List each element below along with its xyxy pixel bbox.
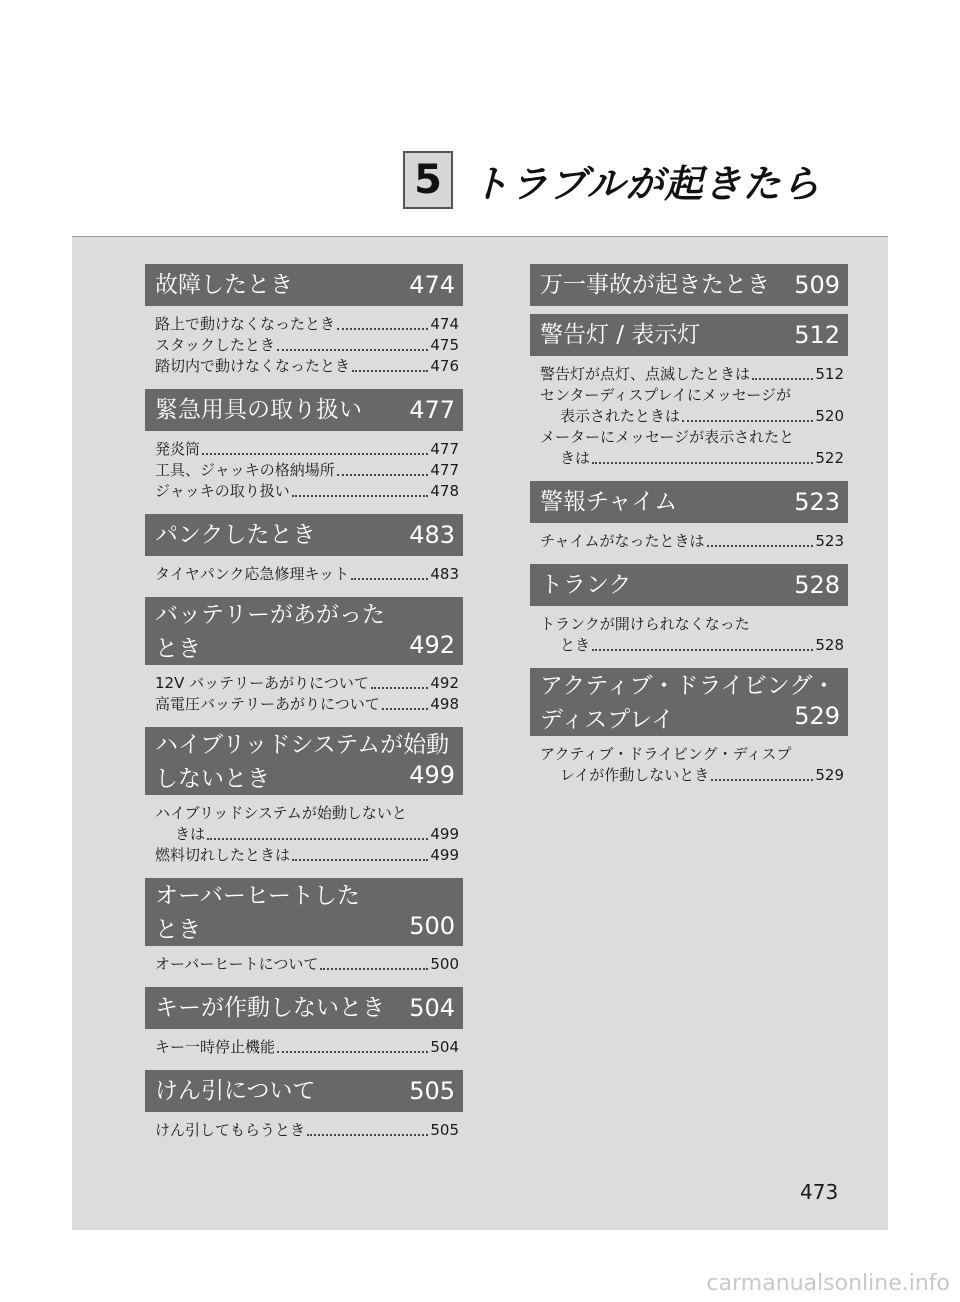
section-heading[interactable] bbox=[530, 264, 848, 306]
section-heading[interactable] bbox=[145, 987, 463, 1029]
section-title: 万一事故が起きたとき bbox=[540, 272, 770, 298]
chapter-header bbox=[403, 150, 820, 210]
entry-text-line1: アクティブ・ドライビング・ディスプ bbox=[540, 745, 792, 763]
entry-page: 522 bbox=[815, 449, 844, 467]
section-page: 500 bbox=[409, 912, 455, 940]
leader-dots bbox=[277, 349, 428, 351]
section-heading[interactable] bbox=[145, 878, 463, 946]
entry-text-line1: トランクが開けられなくなった bbox=[540, 615, 750, 633]
toc-right-column bbox=[530, 264, 848, 798]
section-title-line2: しないとき bbox=[155, 766, 270, 792]
toc-left-column bbox=[145, 264, 463, 1153]
entry-page: 475 bbox=[430, 336, 459, 354]
leader-dots bbox=[337, 474, 429, 476]
entry-page: 478 bbox=[430, 482, 459, 500]
leader-dots bbox=[337, 328, 428, 330]
entry-page: 474 bbox=[430, 315, 459, 333]
section-title-line1: アクティブ・ドライビング・ bbox=[540, 673, 836, 699]
toc-entry[interactable] bbox=[155, 954, 459, 975]
entry-page: 499 bbox=[430, 825, 459, 843]
section-title-line2: とき bbox=[155, 917, 201, 943]
entry-page: 498 bbox=[430, 695, 459, 713]
leader-dots bbox=[307, 1134, 428, 1136]
leader-dots bbox=[592, 649, 813, 651]
toc-entry[interactable] bbox=[155, 356, 459, 377]
toc-entry[interactable] bbox=[155, 314, 459, 335]
leader-dots bbox=[711, 779, 813, 781]
section-heading[interactable] bbox=[145, 1070, 463, 1112]
entry-text-line1: ハイブリッドシステムが始動しないと bbox=[155, 804, 407, 822]
toc-entry[interactable] bbox=[155, 335, 459, 356]
toc-entry[interactable] bbox=[155, 673, 459, 694]
entry-text: レイが作動しないとき bbox=[560, 766, 710, 784]
toc-entry[interactable] bbox=[155, 439, 459, 460]
entry-list bbox=[145, 795, 463, 878]
entry-page: 504 bbox=[430, 1038, 459, 1056]
leader-dots bbox=[752, 378, 813, 380]
entry-list bbox=[530, 523, 848, 564]
entry-list bbox=[530, 306, 848, 314]
section-heading[interactable] bbox=[145, 727, 463, 795]
leader-dots bbox=[371, 687, 429, 689]
leader-dots bbox=[351, 578, 428, 580]
entry-list bbox=[530, 356, 848, 481]
section-title-line2: とき bbox=[155, 636, 201, 662]
entry-text: タイヤパンク応急修理キット bbox=[155, 565, 350, 583]
section-title-line1: ハイブリッドシステムが始動 bbox=[155, 732, 450, 758]
section-page: 505 bbox=[409, 1077, 455, 1105]
entry-text: 路上で動けなくなったとき bbox=[155, 315, 336, 333]
section-page: 523 bbox=[794, 488, 840, 516]
entry-text: 工具、ジャッキの格納場所 bbox=[155, 461, 335, 479]
entry-list bbox=[145, 665, 463, 727]
section-page: 483 bbox=[409, 521, 455, 549]
entry-text: キー一時停止機能 bbox=[155, 1038, 276, 1056]
section-page: 529 bbox=[794, 702, 840, 730]
section-heading[interactable] bbox=[530, 314, 848, 356]
spacer bbox=[530, 306, 848, 314]
entry-text: ジャッキの取り扱い bbox=[155, 482, 290, 500]
entry-text: チャイムがなったときは bbox=[540, 532, 705, 550]
leader-dots bbox=[382, 708, 429, 710]
section-page: 474 bbox=[409, 271, 455, 299]
section-heading[interactable] bbox=[530, 668, 848, 736]
entry-list bbox=[145, 556, 463, 597]
section-title: パンクしたとき bbox=[155, 522, 316, 548]
toc-entry[interactable] bbox=[540, 448, 844, 469]
toc-entry[interactable] bbox=[155, 824, 459, 845]
toc-entry[interactable] bbox=[155, 481, 459, 502]
section-page: 499 bbox=[409, 761, 455, 789]
entry-list bbox=[145, 431, 463, 514]
toc-entry[interactable] bbox=[540, 406, 844, 427]
section-heading[interactable] bbox=[145, 389, 463, 431]
toc-entry[interactable] bbox=[155, 845, 459, 866]
toc-entry[interactable] bbox=[540, 635, 844, 656]
entry-page: 528 bbox=[815, 636, 844, 654]
leader-dots bbox=[277, 1051, 428, 1053]
section-title: トランク bbox=[540, 572, 632, 598]
section-heading[interactable] bbox=[530, 564, 848, 606]
leader-dots bbox=[292, 495, 429, 497]
entry-text-line1: メーターにメッセージが表示されたと bbox=[540, 428, 795, 446]
entry-text: 12V バッテリーあがりについて bbox=[155, 674, 369, 692]
entry-text: けん引してもらうとき bbox=[155, 1121, 306, 1139]
toc-entry[interactable] bbox=[155, 694, 459, 715]
section-heading[interactable] bbox=[530, 481, 848, 523]
entry-text: 発炎筒 bbox=[155, 440, 201, 458]
toc-entry[interactable] bbox=[155, 1120, 459, 1141]
toc-entry[interactable] bbox=[155, 460, 459, 481]
leader-dots bbox=[352, 370, 428, 372]
section-page: 492 bbox=[409, 631, 455, 659]
section-title-line2: ディスプレイ bbox=[540, 707, 675, 733]
section-page: 509 bbox=[794, 271, 840, 299]
leader-dots bbox=[682, 420, 813, 422]
section-title: 警報チャイム bbox=[540, 489, 678, 515]
entry-page: 523 bbox=[815, 532, 844, 550]
entry-page: 492 bbox=[430, 674, 459, 692]
toc-entry[interactable] bbox=[155, 564, 459, 585]
section-heading[interactable] bbox=[145, 514, 463, 556]
entry-text: とき bbox=[560, 636, 591, 654]
entry-list bbox=[530, 736, 848, 798]
entry-page: 520 bbox=[815, 407, 844, 425]
section-title: キーが作動しないとき bbox=[155, 995, 385, 1021]
section-title-line1: オーバーヒートした bbox=[155, 883, 360, 909]
entry-list bbox=[145, 1029, 463, 1070]
section-heading[interactable] bbox=[145, 264, 463, 306]
entry-page: 483 bbox=[430, 565, 459, 583]
section-page: 528 bbox=[794, 571, 840, 599]
section-title-line1: バッテリーがあがった bbox=[155, 602, 385, 628]
section-title: 故障したとき bbox=[155, 272, 293, 298]
entry-text: スタックしたとき bbox=[155, 336, 276, 354]
leader-dots bbox=[207, 838, 428, 840]
chapter-title: トラブルが起きたら bbox=[471, 161, 821, 206]
toc-entry[interactable] bbox=[540, 364, 844, 385]
entry-page: 529 bbox=[815, 766, 844, 784]
section-page: 477 bbox=[409, 396, 455, 424]
toc-entry[interactable] bbox=[540, 531, 844, 552]
toc-entry[interactable] bbox=[155, 1037, 459, 1058]
leader-dots bbox=[202, 453, 428, 455]
leader-dots bbox=[292, 859, 428, 861]
section-page: 512 bbox=[794, 321, 840, 349]
entry-list bbox=[530, 606, 848, 668]
section-page: 504 bbox=[409, 994, 455, 1022]
entry-text-line1: センターディスプレイにメッセージが bbox=[540, 386, 791, 404]
entry-page: 499 bbox=[430, 846, 459, 864]
entry-page: 500 bbox=[430, 955, 459, 973]
section-heading[interactable] bbox=[145, 597, 463, 665]
section-title: 緊急用具の取り扱い bbox=[155, 397, 362, 423]
entry-text: 表示されたときは bbox=[560, 407, 681, 425]
entry-list bbox=[145, 306, 463, 389]
entry-text: 燃料切れしたときは bbox=[155, 846, 291, 864]
leader-dots bbox=[707, 545, 814, 547]
page-number: 473 bbox=[800, 1180, 839, 1204]
entry-page: 477 bbox=[430, 461, 459, 479]
entry-list bbox=[145, 1112, 463, 1153]
leader-dots bbox=[592, 462, 813, 464]
entry-text: きは bbox=[560, 449, 591, 467]
watermark: carmanualsonline.info bbox=[706, 1271, 950, 1296]
entry-page: 476 bbox=[430, 357, 459, 375]
entry-page: 512 bbox=[815, 365, 844, 383]
entry-text: オーバーヒートについて bbox=[155, 955, 319, 973]
section-title: 警告灯 / 表示灯 bbox=[540, 322, 701, 348]
toc-entry[interactable] bbox=[540, 765, 844, 786]
leader-dots bbox=[320, 968, 428, 970]
entry-text: 警告灯が点灯、点滅したときは bbox=[540, 365, 751, 383]
entry-page: 477 bbox=[430, 440, 459, 458]
entry-text: 高電圧バッテリーあがりについて bbox=[155, 695, 380, 713]
entry-list bbox=[145, 946, 463, 987]
entry-page: 505 bbox=[430, 1121, 459, 1139]
entry-text: 踏切内で動けなくなったとき bbox=[155, 357, 351, 375]
entry-text: きは bbox=[175, 825, 206, 843]
chapter-number: 5 bbox=[403, 151, 453, 209]
section-title: けん引について bbox=[155, 1078, 316, 1104]
